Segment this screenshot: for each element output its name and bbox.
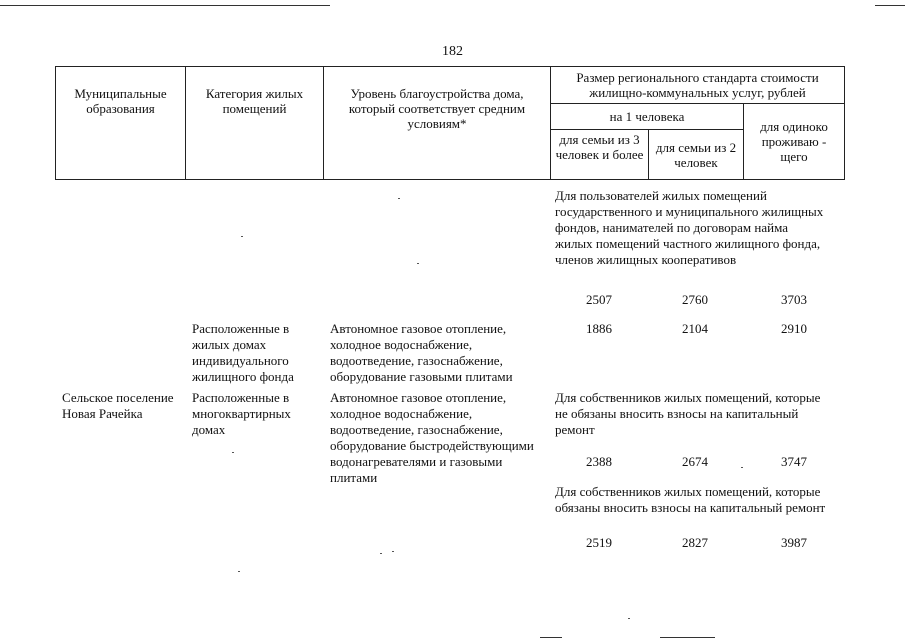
scan-speck <box>392 551 394 552</box>
users-row2-single: 2910 <box>781 321 807 336</box>
scan-speck <box>241 236 243 237</box>
municipality-name: Сельское поселение Новая Рачейка <box>62 390 174 421</box>
scan-speck <box>628 618 630 619</box>
scan-speck <box>417 263 419 264</box>
section-users-heading: Для пользователей жилых помещений государственного и муниципального жилищных фондов, нанимателей по договорам найма жилых помещений частного жилищного фонда, членов жилищных кооперативов <box>555 188 824 267</box>
owners-fee-family-3plus: 2519 <box>586 535 612 550</box>
level-apartment: Автономное газовое отопление, холодное водоснабжение, водоотведение, газоснабжение, оборудование быстродействующими водонагревателями и газовыми плитами <box>330 390 534 485</box>
page-number: 182 <box>442 44 463 59</box>
header-category: Категория жилых помещений <box>186 67 324 180</box>
table-header <box>55 66 845 180</box>
users-row2-family-3plus: 1886 <box>586 321 612 336</box>
owners-fee-family-2: 2827 <box>682 535 708 550</box>
users-row1-family-2: 2760 <box>682 292 708 307</box>
owners-no-fee-family-3plus: 2388 <box>586 454 612 469</box>
owners-fee-single: 3987 <box>781 535 807 550</box>
users-row1-single: 3703 <box>781 292 807 307</box>
scan-edge-line <box>540 637 562 638</box>
header-level: Уровень благоустройства дома, который соответствует средним условиям* <box>324 67 551 180</box>
section-owners-no-fee-heading: Для собственников жилых помещений, которые не обязаны вносить взносы на капитальный ремонт <box>555 390 821 437</box>
section-owners-fee-heading: Для собственников жилых помещений, которые обязаны вносить взносы на капитальный ремонт <box>555 484 826 515</box>
scan-speck <box>398 198 400 199</box>
owners-no-fee-single: 3747 <box>781 454 807 469</box>
header-family-3plus: для семьи из 3 человек и более <box>551 130 649 180</box>
scan-edge-line <box>0 5 330 6</box>
users-row2-family-2: 2104 <box>682 321 708 336</box>
header-standard-size: Размер регионального стандарта стоимости жилищно-коммунальных услуг, рублей <box>551 67 845 104</box>
category-individual: Расположенные в жилых домах индивидуального жилищного фонда <box>192 321 294 384</box>
level-individual: Автономное газовое отопление, холодное водоснабжение, водоотведение, газоснабжение, оборудование газовыми плитами <box>330 321 513 384</box>
header-single: для одиноко проживаю - щего <box>744 104 845 180</box>
users-row1-family-3plus: 2507 <box>586 292 612 307</box>
header-family-2: для семьи из 2 человек <box>649 130 744 180</box>
owners-no-fee-family-2: 2674 <box>682 454 708 469</box>
scan-speck <box>380 553 382 554</box>
scan-speck <box>238 571 240 572</box>
scan-edge-line <box>875 5 905 6</box>
category-apartment: Расположенные в многоквартирных домах <box>192 390 291 437</box>
scan-speck <box>232 452 234 453</box>
scan-speck <box>741 467 743 468</box>
header-municipal: Муниципальные образования <box>56 67 186 180</box>
header-per-person: на 1 человека <box>551 104 744 130</box>
scan-edge-line <box>660 637 715 638</box>
